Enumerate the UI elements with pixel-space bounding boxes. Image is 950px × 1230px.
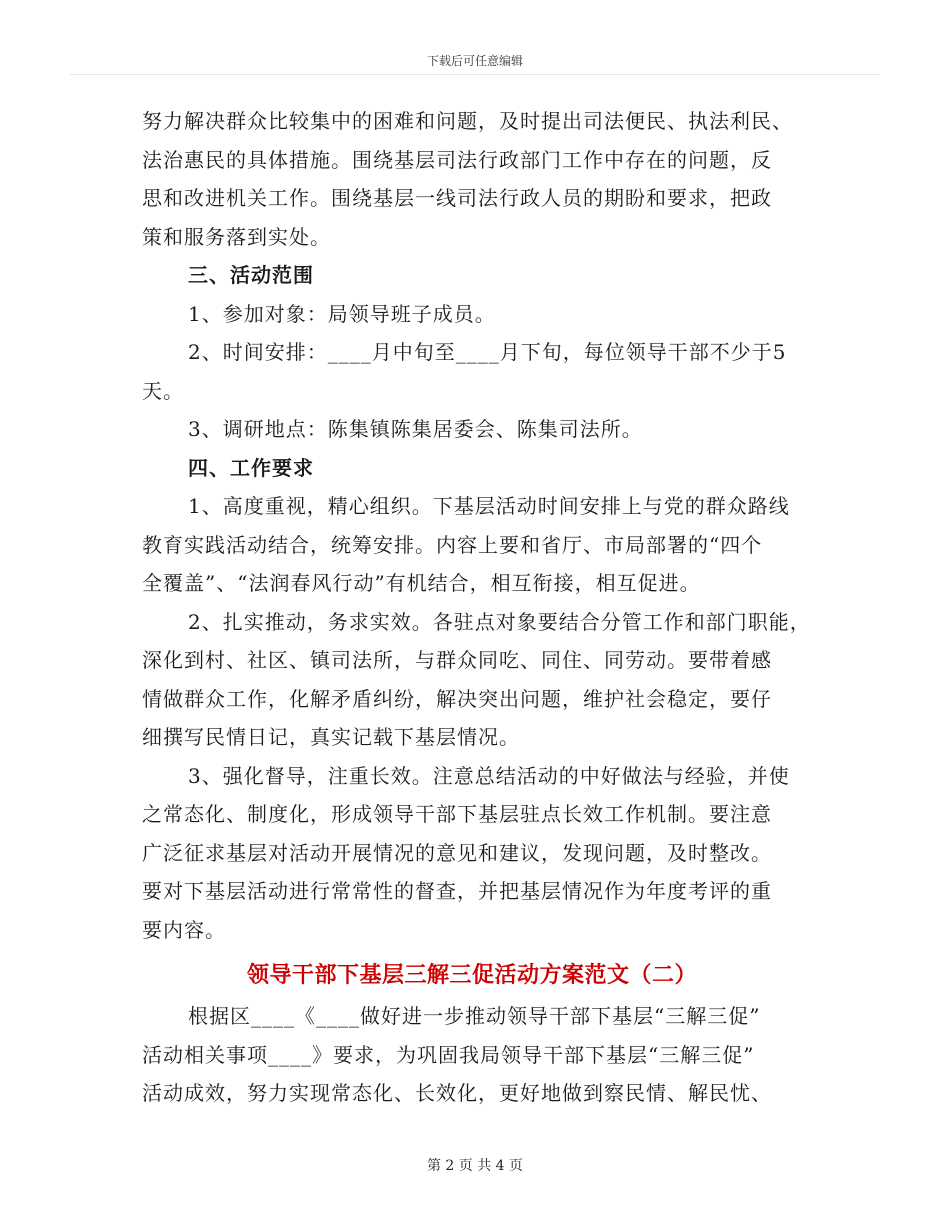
paragraph-line: 策和服务落到实处。 (142, 224, 331, 249)
paragraph-line: 教育实践活动结合，统筹安排。内容上要和省厅、市局部署的“四个 (142, 532, 763, 557)
paragraph-line: 广泛征求基层对活动开展情况的意见和建议，发现问题，及时整改。 (142, 840, 772, 865)
paragraph-line: 天。 (142, 378, 184, 403)
header-divider (70, 74, 880, 75)
page-header-note: 下载后可任意编辑 (426, 54, 523, 68)
paragraph-line: 努力解决群众比较集中的困难和问题，及时提出司法便民、执法利民、 (142, 109, 793, 133)
section-heading-work-requirements: 四、工作要求 (188, 455, 314, 480)
paragraph-line: 活动相关事项____》要求，为巩固我局领导干部下基层“三解三促” (142, 1042, 755, 1067)
paragraph-line: 1、参加对象：局领导班子成员。 (188, 301, 496, 326)
paragraph-line: 思和改进机关工作。围绕基层一线司法行政人员的期盼和要求，把政 (142, 186, 772, 210)
paragraph-line: 活动成效，努力实现常态化、长效化，更好地做到察民情、解民忧、 (142, 1081, 772, 1105)
paragraph-line: 法治惠民的具体措施。围绕基层司法行政部门工作中存在的问题，反 (142, 147, 772, 172)
page-number: 第 2 页 共 4 页 (426, 1158, 524, 1174)
paragraph-line: 深化到村、社区、镇司法所，与群众同吃、同住、同劳动。要带着感 (142, 648, 772, 672)
paragraph-line: 要对下基层活动进行常常性的督查，并把基层情况作为年度考评的重 (142, 879, 772, 903)
document-body (142, 102, 811, 1113)
paragraph-line: 情做群众工作，化解矛盾纠纷，解决突出问题，维护社会稳定，要仔 (142, 686, 772, 711)
paragraph-line: 2、时间安排：____月中旬至____月下旬，每位领导干部不少于5 (188, 340, 787, 364)
section-title: 领导干部下基层三解三促活动方案范文（二） (246, 962, 697, 988)
paragraph-line: 3、强化督导，注重长效。注意总结活动的中好做法与经验，并使 (188, 763, 790, 788)
paragraph-line: 1、高度重视，精心组织。下基层活动时间安排上与党的群众路线 (188, 494, 790, 518)
paragraph-line: 根据区____《____做好进一步推动领导干部下基层“三解三促” (188, 1004, 761, 1028)
paragraph-line: 要内容。 (142, 917, 226, 942)
paragraph-line: 之常态化、制度化，形成领导干部下基层驻点长效工作机制。要注意 (142, 802, 772, 826)
paragraph-line: 全覆盖”、“法润春风行动”有机结合，相互衔接，相互促进。 (142, 571, 701, 595)
paragraph-line: 2、扎实推动，务求实效。各驻点对象要结合分管工作和部门职能， (188, 609, 811, 634)
section-heading-activity-scope: 三、活动范围 (188, 263, 314, 287)
paragraph-line: 细撰写民情日记，真实记载下基层情况。 (142, 725, 520, 749)
paragraph-line: 3、调研地点：陈集镇陈集居委会、陈集司法所。 (188, 417, 643, 441)
